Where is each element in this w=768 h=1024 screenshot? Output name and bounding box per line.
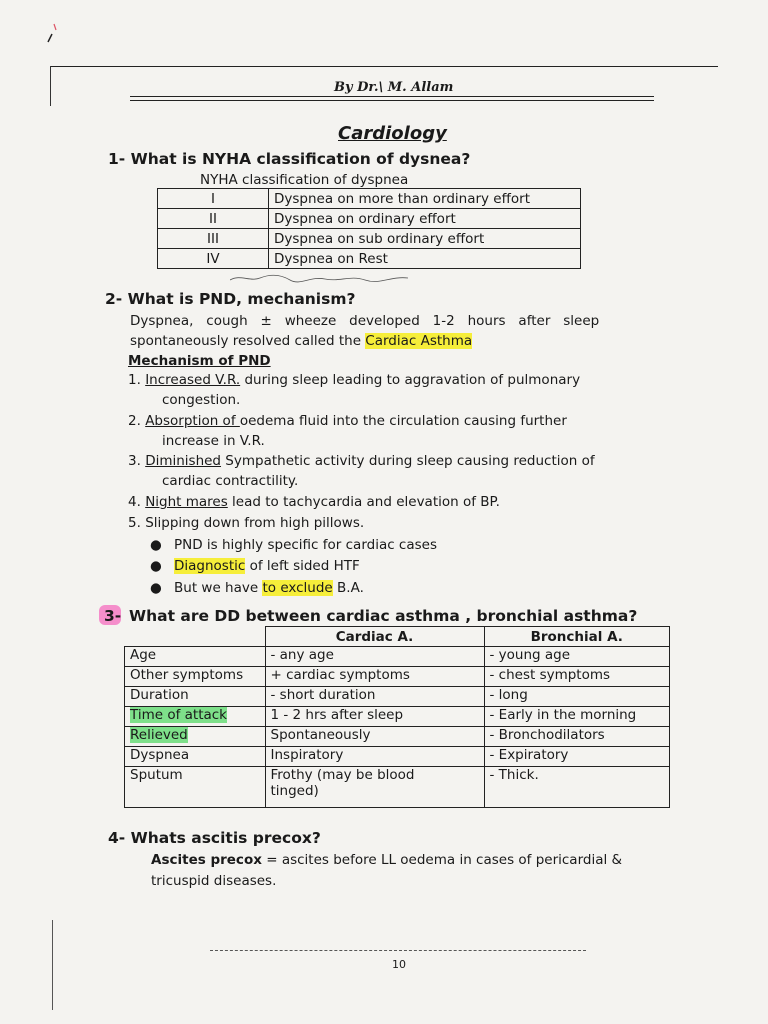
page-number: 10: [392, 958, 406, 971]
author-underline: [130, 96, 654, 101]
bullet-1: PND is highly specific for cardiac cases: [174, 537, 437, 553]
footer-line: [210, 950, 586, 951]
left-border-line: [50, 66, 51, 106]
handwritten-scribble: [230, 272, 410, 284]
mechanism-item-3-cont: cardiac contractility.: [162, 473, 299, 489]
table-row: [125, 707, 670, 727]
dd-table: [124, 626, 670, 808]
feature-cell: Duration: [125, 687, 266, 707]
mechanism-item-3: 3. Diminished Sympathetic activity during sleep causing reduction of: [128, 453, 595, 469]
column-header-cardiac: Cardiac A.: [265, 627, 484, 647]
question-3-title: What are DD between cardiac asthma , bronchial asthma?: [129, 607, 638, 625]
bronchial-cell: - young age: [484, 647, 670, 667]
bronchial-cell: - Early in the morning: [484, 707, 670, 727]
question-4-title: 4- Whats ascitis precox?: [108, 829, 321, 847]
to-exclude-term: to exclude: [262, 580, 333, 596]
time-of-attack-label: Time of attack: [130, 707, 228, 723]
nyha-class: III: [158, 229, 269, 249]
bronchial-cell: - Expiratory: [484, 747, 670, 767]
table-row: [125, 687, 670, 707]
bronchial-cell: - long: [484, 687, 670, 707]
cardiac-cell: 1 - 2 hrs after sleep: [265, 707, 484, 727]
bullet-icon: ●: [150, 558, 162, 574]
pnd-definition-line-2: [130, 333, 472, 349]
feature-cell: Age: [125, 647, 266, 667]
column-header-bronchial: Bronchial A.: [484, 627, 670, 647]
table-row: [125, 727, 670, 747]
nyha-class: IV: [158, 249, 269, 269]
feature-cell: Dyspnea: [125, 747, 266, 767]
question-2-title: 2- What is PND, mechanism?: [105, 290, 356, 308]
bronchial-cell: - Bronchodilators: [484, 727, 670, 747]
bronchial-cell: - chest symptoms: [484, 667, 670, 687]
table-header-row: [125, 627, 670, 647]
mechanism-item-5: 5. Slipping down from high pillows.: [128, 515, 365, 531]
table-row: [158, 249, 581, 269]
bullet-icon: ●: [150, 537, 162, 553]
bronchial-cell: - Thick.: [484, 767, 670, 808]
ascites-definition-line-2: tricuspid diseases.: [151, 873, 277, 889]
feature-cell: [125, 707, 266, 727]
nyha-description: Dyspnea on sub ordinary effort: [269, 229, 581, 249]
ascites-precox-term: Ascites precox: [151, 852, 262, 868]
relieved-label: Relieved: [130, 727, 188, 743]
pen-mark-icon: [46, 22, 60, 44]
diagnostic-term: Diagnostic: [174, 558, 246, 574]
pnd-definition-line-1: Dyspnea, cough ± wheeze developed 1-2 hours after sleep: [130, 313, 600, 329]
table-row: [125, 767, 670, 808]
column-header-feature: [125, 627, 266, 647]
feature-cell: [125, 727, 266, 747]
question-1-title: 1- What is NYHA classification of dysnea?: [108, 150, 471, 168]
cardiac-cell: Frothy (may be blood tinged): [265, 767, 484, 808]
table-row: [125, 647, 670, 667]
cardiac-cell: Spontaneously: [265, 727, 484, 747]
table-row: [158, 189, 581, 209]
nyha-description: Dyspnea on Rest: [269, 249, 581, 269]
table-row: [125, 747, 670, 767]
feature-cell: Other symptoms: [125, 667, 266, 687]
ascites-definition-line-1: Ascites precox = ascites before LL oedema in cases of pericardial &: [151, 852, 623, 868]
left-border-line-bottom: [52, 920, 53, 1010]
cardiac-cell: Inspiratory: [265, 747, 484, 767]
bullet-3: But we have to exclude B.A.: [174, 580, 364, 596]
nyha-class: II: [158, 209, 269, 229]
table-row: [125, 667, 670, 687]
mechanism-item-1: 1. Increased V.R. during sleep leading to aggravation of pulmonary: [128, 372, 581, 388]
subject-title: Cardiology: [338, 123, 447, 144]
cardiac-cell: - short duration: [265, 687, 484, 707]
nyha-description: Dyspnea on ordinary effort: [269, 209, 581, 229]
table-row: [158, 209, 581, 229]
bullet-2: Diagnostic of left sided HTF: [174, 558, 360, 574]
nyha-table-caption: NYHA classification of dyspnea: [200, 172, 409, 188]
nyha-table: [157, 188, 581, 269]
mechanism-item-2: 2. Absorption of oedema fluid into the circulation causing further: [128, 413, 567, 429]
author-line: By Dr.\ M. Allam: [334, 80, 454, 95]
cardiac-cell: + cardiac symptoms: [265, 667, 484, 687]
pnd-definition-text: spontaneously resolved called the: [130, 333, 366, 349]
cardiac-cell: - any age: [265, 647, 484, 667]
nyha-description: Dyspnea on more than ordinary effort: [269, 189, 581, 209]
question-3-number: 3-: [104, 607, 122, 625]
top-border-line: [50, 66, 718, 67]
mechanism-item-4: 4. Night mares lead to tachycardia and elevation of BP.: [128, 494, 500, 510]
table-row: [158, 229, 581, 249]
cardiac-asthma-term: Cardiac Asthma: [365, 333, 473, 349]
mechanism-heading: Mechanism of PND: [128, 353, 271, 369]
mechanism-item-2-cont: increase in V.R.: [162, 433, 265, 449]
bullet-icon: ●: [150, 580, 162, 596]
nyha-class: I: [158, 189, 269, 209]
feature-cell: Sputum: [125, 767, 266, 808]
mechanism-item-1-cont: congestion.: [162, 392, 241, 408]
